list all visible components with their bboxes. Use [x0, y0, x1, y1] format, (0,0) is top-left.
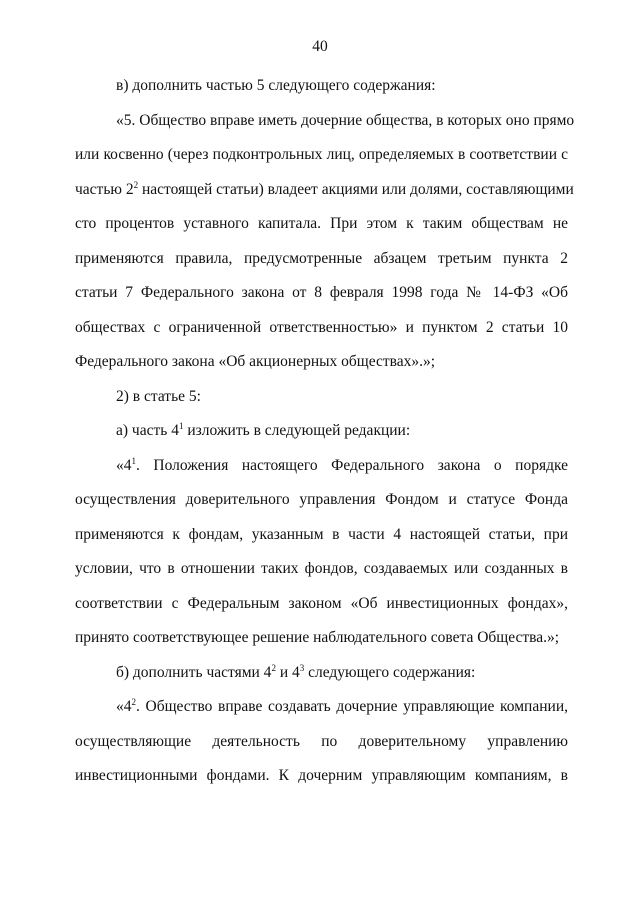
text-line	[75, 690, 568, 725]
text-line	[75, 656, 568, 691]
text-fragment: «4	[116, 456, 132, 474]
text-line: соответствии с Федеральным законом «Об инвестиционных фондах»,	[75, 594, 568, 612]
text-line	[75, 449, 568, 484]
text-line: условии, что в отношении таких фондов, создаваемых или созданных в	[75, 560, 568, 577]
text-line: применяются правила, предусмотренные абзацем третьим пункта 2	[75, 249, 568, 267]
superscript: 2	[271, 662, 276, 673]
text-line: 2) в статье 5:	[116, 387, 201, 405]
text-fragment: . Положения настоящего Федерального закона о порядке	[136, 456, 568, 474]
text-line	[75, 414, 568, 449]
text-fragment: и 4	[275, 663, 300, 681]
text-line: применяются к фондам, указанным в части 4 настоящей статьи, при	[75, 525, 568, 543]
text-line: обществах с ограниченной ответственностью» и пунктом 2 статьи 10	[75, 318, 568, 336]
text-line: сто процентов уставного капитала. При этом к таким обществам не	[75, 215, 568, 232]
text-line	[75, 173, 574, 208]
document-body	[75, 69, 575, 794]
text-fragment: а) часть 4	[116, 422, 179, 439]
text-line: Федерального закона «Об акционерных обществах».»;	[75, 353, 436, 370]
text-line: в) дополнить частью 5 следующего содержания:	[116, 77, 436, 94]
text-fragment: «4	[116, 698, 132, 715]
superscript: 2	[131, 697, 136, 707]
text-fragment: б) дополнить частями 4	[116, 663, 272, 681]
text-fragment: частью 2	[75, 180, 134, 198]
text-fragment: настоящей статьи) владеет акциями или долями, составляющими	[138, 180, 574, 198]
text-line: осуществляющие деятельность по доверительному управлению	[75, 732, 568, 750]
text-fragment: изложить в следующей редакции:	[183, 422, 411, 439]
text-fragment: . Общество вправе создавать дочерние управляющие компании,	[136, 698, 568, 715]
text-line: или косвенно (через подконтрольных лиц, определяемых в соответствии с	[75, 146, 568, 163]
text-line: принято соответствующее решение наблюдательного совета Общества.»;	[75, 629, 560, 646]
superscript: 2	[133, 179, 139, 190]
page-number: 40	[312, 38, 328, 55]
text-line: инвестиционными фондами. К дочерним управляющим компаниям, в	[75, 767, 568, 784]
superscript: 3	[299, 662, 305, 673]
text-line: «5. Общество вправе иметь дочерние общества, в которых оно прямо	[116, 111, 575, 129]
superscript: 1	[131, 455, 136, 466]
superscript: 1	[178, 421, 184, 431]
text-line: статьи 7 Федерального закона от 8 февраля 1998 года № 14-ФЗ «Об	[75, 284, 568, 301]
text-line: осуществления доверительного управления Фондом и статусе Фонда	[75, 491, 568, 508]
text-fragment: следующего содержания:	[304, 663, 476, 681]
